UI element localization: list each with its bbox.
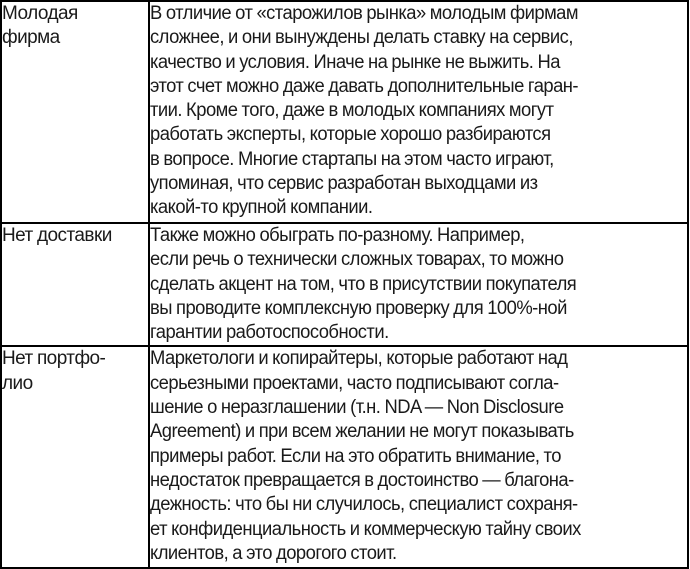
text-line: качество и условия. Иначе на рынке не выжить. На — [150, 51, 560, 73]
row-label-cell — [1, 346, 149, 568]
text-line: Также можно обыграть по-разному. Например, — [150, 225, 525, 246]
table-row — [1, 223, 688, 346]
text-line: шение о неразглашении (т.н. NDA — Non Disclosure — [150, 397, 564, 419]
table-row — [1, 1, 688, 223]
text-line: этот счет можно даже давать дополнительные гаран- — [150, 75, 579, 97]
text-line: сложнее, и они вынуждены делать ставку на сервис, — [150, 27, 573, 49]
text-line: гарантии работоспособности. — [150, 322, 389, 344]
text-line: сделать акцент на том, что в присутствии покупателя — [150, 273, 577, 295]
row-label: Молодая — [2, 3, 78, 24]
text-line: В отличие от «старожилов рынка» молодым фирмам — [150, 3, 579, 24]
text-line: вы проводите комплексную проверку для 100%-ной — [150, 297, 567, 319]
text-line: в вопросе. Многие стартапы на этом часто играют, — [150, 148, 554, 170]
text-line: если речь о технически сложных товарах, то можно — [150, 249, 564, 271]
row-label-cell — [1, 223, 149, 346]
table-row — [1, 346, 688, 568]
text-line: клиентов, а это дорогого стоит. — [150, 542, 397, 564]
text-line: Маркетологи и копирайтеры, которые работают над — [150, 348, 568, 370]
text-line: недостаток превращается в достоинство — благона- — [150, 469, 574, 491]
text-line: тии. Кроме того, даже в молодых компаниях могут — [150, 100, 554, 122]
row-label: Нет доставки — [2, 225, 112, 246]
text-line: ет конфиденциальность и коммерческую тайну своих — [150, 518, 581, 540]
row-text-cell — [149, 223, 688, 346]
row-label-cell — [1, 1, 149, 223]
text-line: упоминая, что сервис разработан выходцами из — [150, 173, 538, 195]
text-line: серьезными проектами, часто подписывают согла- — [150, 372, 559, 394]
row-label: Нет портфо- — [2, 348, 106, 370]
text-line: дежность: что бы ни случилось, специалист сохраня- — [150, 494, 578, 516]
row-text-cell — [149, 1, 688, 223]
text-line: работать эксперты, которые хорошо разбираются — [150, 124, 551, 146]
row-label: фирма — [2, 27, 60, 49]
row-text-cell — [149, 346, 688, 568]
text-line: какой-то крупной компании. — [150, 197, 373, 219]
text-line: Agreement) и при всем желании не могут показывать — [150, 421, 574, 443]
text-line: примеры работ. Если на это обратить внимание, то — [150, 445, 561, 467]
row-label: лио — [2, 372, 33, 394]
